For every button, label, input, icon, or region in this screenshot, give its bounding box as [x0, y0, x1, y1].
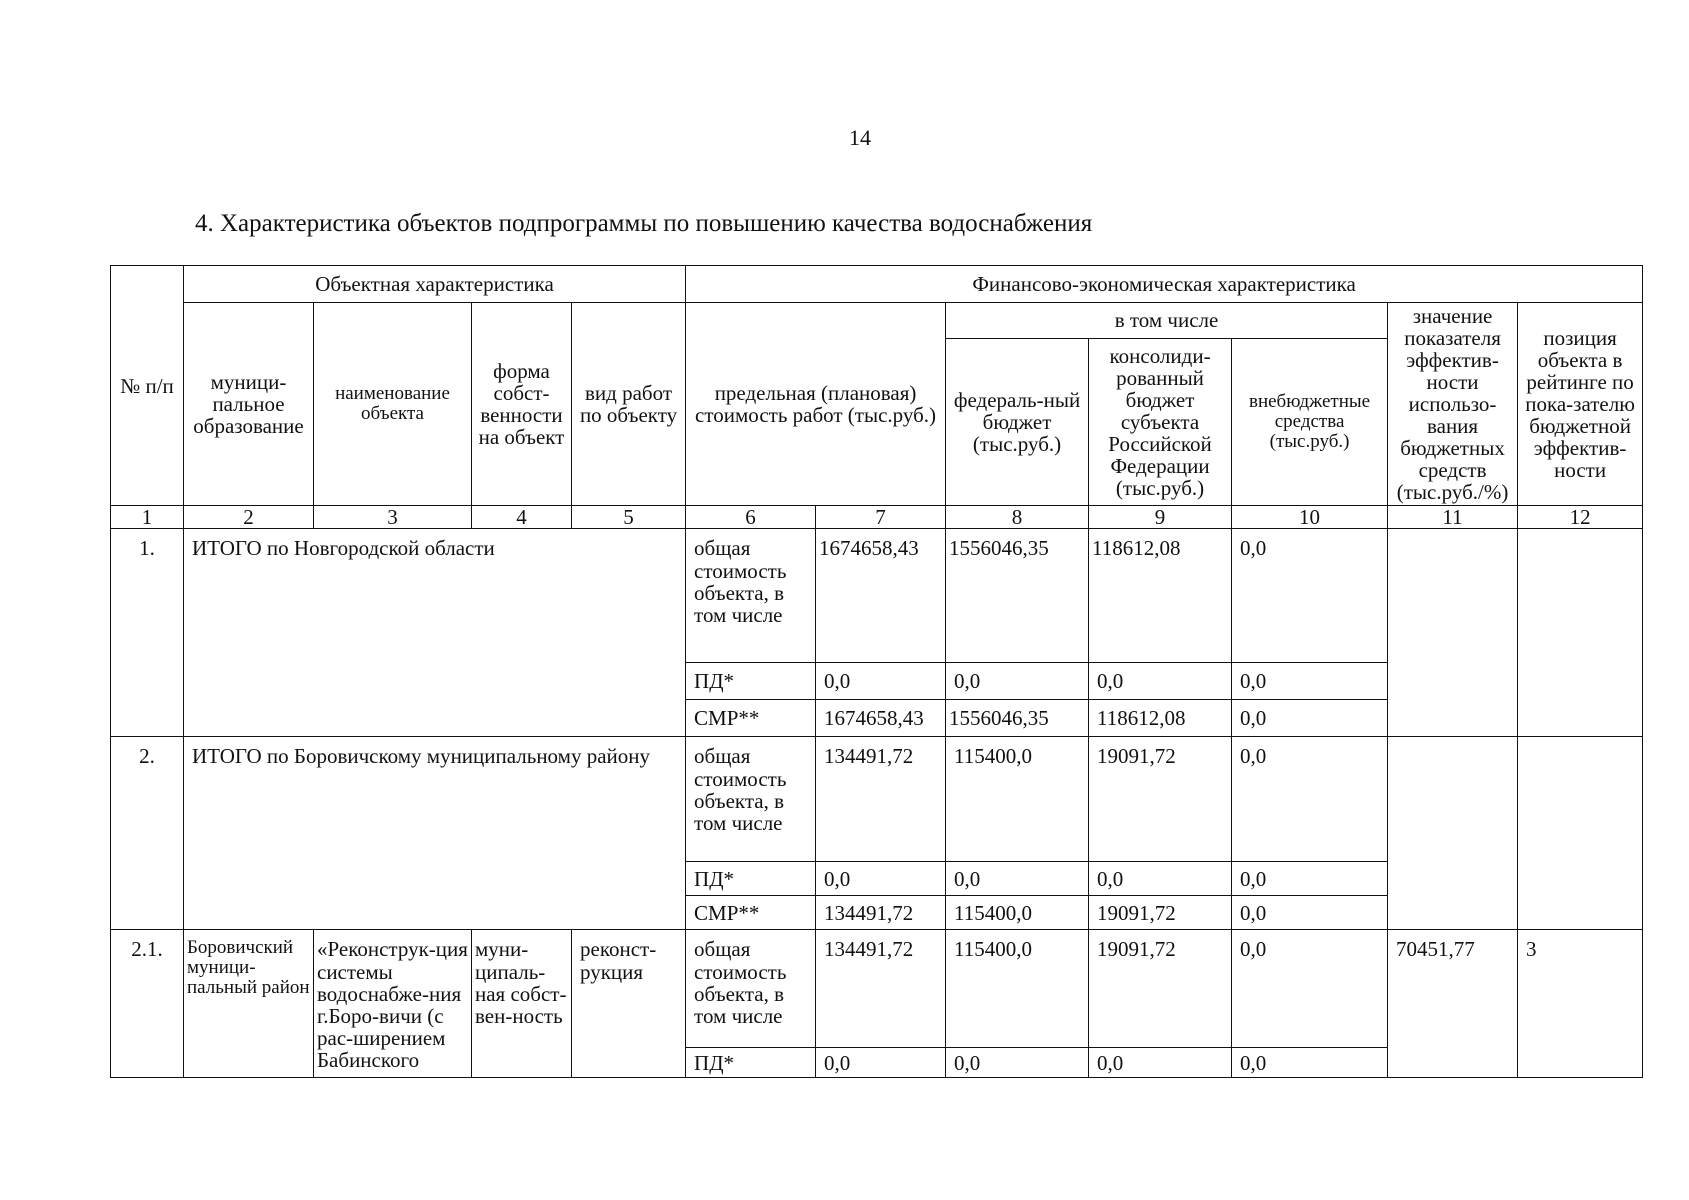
total-offbudget: 0,0: [1232, 529, 1388, 663]
header-consolidated: консолиди-рованный бюджет субъекта Российской Федерации (тыс.руб.): [1089, 339, 1232, 506]
header-num: № п/п: [111, 266, 184, 506]
header-offbudget: внебюджетные средства (тыс.руб.): [1232, 339, 1388, 506]
total-offbudget: 0,0: [1232, 737, 1388, 862]
col-number: 6: [686, 506, 816, 529]
pd-cost: 0,0: [816, 862, 946, 896]
object-name-cell: «Реконструк-ция системы водоснабже-ния г.Боро-вичи (с рас-ширением Бабинского: [314, 930, 472, 1078]
efficiency-cell: [1388, 737, 1518, 930]
page-number: 14: [849, 125, 871, 150]
row-number: 1.: [111, 529, 184, 737]
total-offbudget: 0,0: [1232, 930, 1388, 1048]
column-number-row: [111, 506, 1643, 529]
efficiency-value: 70451,77: [1388, 930, 1518, 1078]
efficiency-cell: [1388, 529, 1518, 737]
municipal-cell: Боровичский муници-пальный район: [184, 930, 314, 1078]
pd-label: ПД*: [686, 663, 816, 700]
header-including: в том числе: [946, 303, 1388, 339]
col-number: 10: [1232, 506, 1388, 529]
pd-offbudget: 0,0: [1232, 862, 1388, 896]
total-cost: 134491,72: [816, 737, 946, 862]
col-number: 11: [1388, 506, 1518, 529]
rating-value: 3: [1518, 930, 1643, 1078]
col-number: 2: [184, 506, 314, 529]
col-number: 4: [472, 506, 572, 529]
row-number: 2.1.: [111, 930, 184, 1078]
table-row: [111, 737, 1643, 862]
total-federal: 115400,0: [946, 737, 1089, 862]
header-work-type: вид работ по объекту: [572, 303, 686, 506]
col-number: 12: [1518, 506, 1643, 529]
section-title: 4. Характеристика объектов подпрограммы по повышению качества водоснабжения: [195, 210, 1093, 237]
pd-label: ПД*: [686, 1048, 816, 1078]
pd-consolidated: 0,0: [1089, 862, 1232, 896]
pd-offbudget: 0,0: [1232, 1048, 1388, 1078]
total-label: общая стоимость объекта, в том числе: [686, 930, 816, 1048]
rating-cell: [1518, 737, 1643, 930]
smr-consolidated: 118612,08: [1089, 700, 1232, 737]
smr-federal: 115400,0: [946, 896, 1089, 930]
total-label: общая стоимость объекта, в том числе: [686, 529, 816, 663]
col-number: 8: [946, 506, 1089, 529]
header-federal: федераль-ный бюджет (тыс.руб.): [946, 339, 1089, 506]
total-cost: 134491,72: [816, 930, 946, 1048]
smr-label: СМР**: [686, 700, 816, 737]
total-federal: 1556046,35: [946, 529, 1089, 663]
header-object-name: наименование объекта: [314, 303, 472, 506]
objects-table: [110, 265, 1643, 1078]
row-name: ИТОГО по Новгородской области: [184, 529, 686, 737]
col-number: 9: [1089, 506, 1232, 529]
smr-cost: 1674658,43: [816, 700, 946, 737]
total-consolidated: 118612,08: [1089, 529, 1232, 663]
total-cost: 1674658,43: [816, 529, 946, 663]
header-max-cost: предельная (плановая) стоимость работ (тыс.руб.): [686, 303, 946, 506]
smr-label: СМР**: [686, 896, 816, 930]
total-label: общая стоимость объекта, в том числе: [686, 737, 816, 862]
col-number: 1: [111, 506, 184, 529]
table-row: [111, 930, 1643, 1048]
work-type-cell: реконст-рукция: [572, 930, 686, 1078]
ownership-cell: муни-ципаль-ная собст-вен-ность: [472, 930, 572, 1078]
pd-label: ПД*: [686, 862, 816, 896]
rating-cell: [1518, 529, 1643, 737]
smr-offbudget: 0,0: [1232, 896, 1388, 930]
pd-federal: 0,0: [946, 862, 1089, 896]
col-number: 5: [572, 506, 686, 529]
total-federal: 115400,0: [946, 930, 1089, 1048]
header-fin-char: Финансово-экономическая характеристика: [686, 266, 1643, 303]
smr-cost: 134491,72: [816, 896, 946, 930]
table-row: [111, 529, 1643, 663]
header-ownership: форма собст-венности на объект: [472, 303, 572, 506]
smr-offbudget: 0,0: [1232, 700, 1388, 737]
pd-consolidated: 0,0: [1089, 663, 1232, 700]
pd-consolidated: 0,0: [1089, 1048, 1232, 1078]
total-consolidated: 19091,72: [1089, 930, 1232, 1048]
smr-consolidated: 19091,72: [1089, 896, 1232, 930]
pd-cost: 0,0: [816, 1048, 946, 1078]
header-efficiency: значение показателя эффектив-ности использо-вания бюджетных средств (тыс.руб./%): [1388, 303, 1518, 506]
pd-federal: 0,0: [946, 663, 1089, 700]
row-number: 2.: [111, 737, 184, 930]
total-consolidated: 19091,72: [1089, 737, 1232, 862]
header-municipal: муници-пальное образование: [184, 303, 314, 506]
header-rating: позиция объекта в рейтинге по пока-зателю бюджетной эффектив-ности: [1518, 303, 1643, 506]
header-object-char: Объектная характеристика: [184, 266, 686, 303]
col-number: 3: [314, 506, 472, 529]
row-name: ИТОГО по Боровичскому муниципальному району: [184, 737, 686, 930]
pd-cost: 0,0: [816, 663, 946, 700]
pd-offbudget: 0,0: [1232, 663, 1388, 700]
col-number: 7: [816, 506, 946, 529]
pd-federal: 0,0: [946, 1048, 1089, 1078]
smr-federal: 1556046,35: [946, 700, 1089, 737]
